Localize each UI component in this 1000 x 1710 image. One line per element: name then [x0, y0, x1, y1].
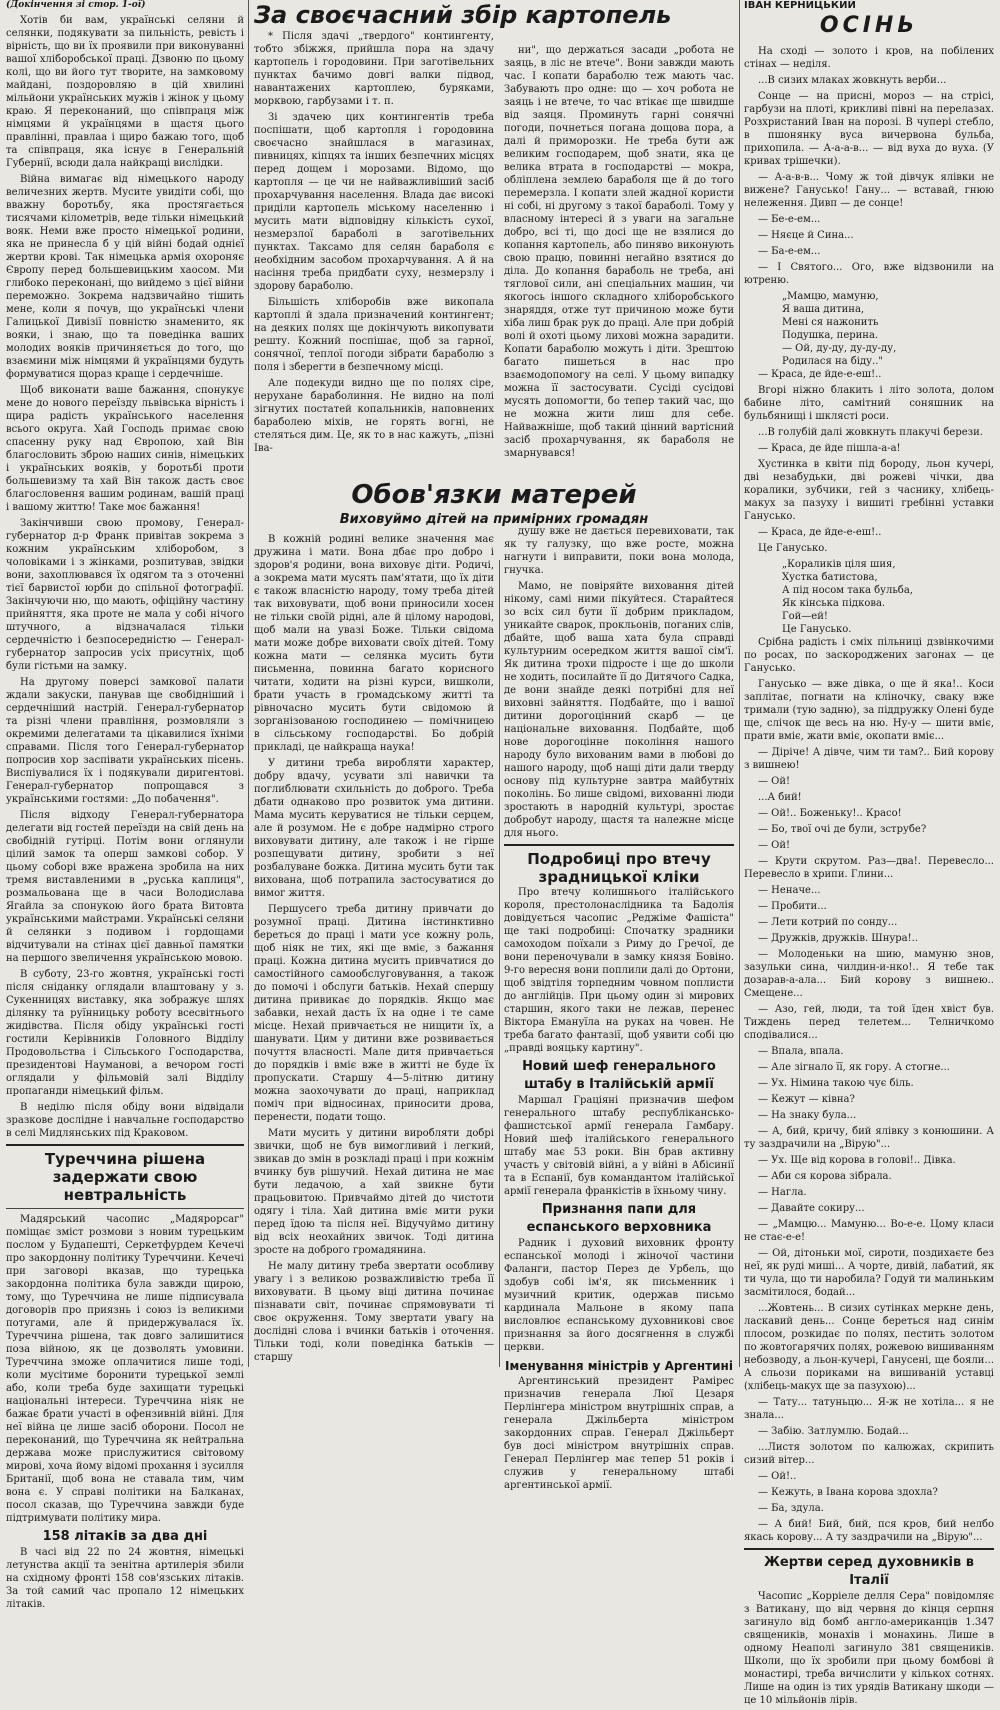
argentina-article: Аргентинський президент Раміреc призначив генерала Люї Цезаря Перлінгера міністром внутрішніх справ, а генерала Джільберта міністром закордонних справ. Генерал Джільберт був досі міністром внутрішніх справ. Генерал Перлінгер має тепер 51 років і служив у генеральному штабі аргентинської армії. [504, 1376, 734, 1491]
article-paragraph: На другому поверсі замкової палати ждали закуски, панував ще свобідніший і сердечніший настрій. Генерал-губернатор та різні члени правління, розмовляли з окремими делегатами та цікавилися їхніми справами. Після того Генерал-губернатор попросив хор заспівати українських пісень. Виспіувалися їх і подякували диригентові. Генерал-губернатор попрощався з українськими гостями: „До побачення". [6, 677, 244, 805]
story-line: — Неначе... [758, 885, 821, 896]
story-line: — Давайте сокиру... [758, 1203, 865, 1214]
turkey-headline: Туреччина рішена задержати свою невтральність [44, 1150, 206, 1204]
story-line: — „Мамцю... Мамуню... Во-е-е. Цому класи не стає-е-е! [744, 1219, 994, 1243]
mothers-paragraph: душу вже не дається перевиховати, так як ту галузку, що вже росте, можна нагнути і виправити, поки вона молода, гнучка. [504, 526, 734, 576]
story-line: — Ба, здула. [758, 1503, 824, 1514]
article-paragraph: В суботу, 23-го жовтня, українські гості після сніданку оглядали влаштовану у з. Сукенницях виставку, яка зображує шлях ділянку та руїнницьку роботу всесвітнього жидівства. Після обіду українські гості гостили Керівників Головного Відділу Продовольства і Сільського Господарства, президентові Науманові, а вечором гості оглядали у фільмовій залі Відділу пропаганди німецький фільм. [6, 969, 244, 1097]
story-line: — Лети котрий по сонду... [758, 917, 898, 928]
potato-paragraph: Зі здачею цих контингентів треба поспішати, щоб картопля і городовина своєчасно знайшлася в магазинах, пивницях, кіпцях та інших безпечних місцях перед дощем і морозами. Відомо, що картопля — це чи не найважливіший засіб прохарчування населення. Влада дає високі приділи картопель міському населенню і мусить мати відповідну кількість сухої, незмерзлої бараболі в заготівельних пунктах. Таксамо для селян бараболя є необхідним засобом прохарчування. А й на насіння треба придбати суху, незмерзлу і здорову бараболю. [254, 112, 494, 292]
story-line: — Впала, впала. [758, 1046, 844, 1057]
story-line: — Ой! [758, 840, 791, 851]
story-line: — Азо, гей, люди, та той їден хвіст був. Тиждень перед телетем... Телничкомо сподівалися... [744, 1004, 994, 1041]
planes-article: В часі від 22 по 24 жовтня, німецькі летунства акції та зенітна артилерія збили на східному фронті 158 сов'язських літаків. За той самий час пропало 12 німецьких літаків. [6, 1547, 244, 1610]
story-line: На сході — золото і кров, на побілених стінах — неділя. [744, 46, 994, 70]
story-line: — Ух. Німина такою чує біль. [758, 1078, 914, 1089]
story-line: — Нагла. [758, 1187, 807, 1198]
column-rule [739, 0, 740, 1367]
mothers-paragraph: Не малу дитину треба звертати особливу увагу і з великою розважливістю треба її виховувати. В цьому віці дитина починає пізнавати світ, починає спрямовувати ті своє окруження. Тому звертати увагу на дослідні слова і вчинки батьків і оточення. Тільки тоді, коли поведінка батьків — старшу [254, 1261, 494, 1363]
divider [6, 1144, 244, 1146]
article-paragraph: В неділю після обіду вони відвідали зразкове дослідне і навчальне господарство в селі Мидлянських під Краковом. [6, 1102, 244, 1139]
story-line: — І Святого... Ого, вже відзвонили на ютреню. [744, 262, 994, 286]
mothers-paragraph: Першусего треба дитину привчати до розумної праці. Дитина інстинктивно береться до праці і мати усе кожну роль, щоб ніяк не тих, які ще вміє, з бажання праці. Кожна дитина мусить привчатися до самостійного самообслуговування, а також до помочі і обслуги батьків. Нехай спершу дитина привикає до порядків. Якщо має забавки, нехай дасть їх на одне і те саме місце. Нехай привчається не нищити їх, а шанувати. Цим у дитини вже розвивається почуття власності. Мале дитя привчається до порядків і вміє вже в житті не буде їх пропускати. Старшу 4—5-літню дитину можна заохочувати до праці, наприклад поміч при відносинах, приносити дрова, перенести, подати тощо. [254, 904, 494, 1123]
chief-headline: Новий шеф генерального штабу в Італійській армії [522, 1059, 716, 1092]
pope-headline: Признання папи для еспанського верховника [526, 1202, 712, 1235]
story-line: ...В сизих млаках жовкнуть верби... [758, 75, 947, 86]
story-line: — Няєце й Сина... [758, 230, 854, 241]
story-line: — Краса, де йде пішла-а-а! [758, 443, 901, 454]
song-verse-2: „Кораликів ціля шия, Хустка батистова, А під носом така бульба, Як кінська підкова. Гой—ей! Це Ганусько. [782, 559, 913, 635]
escape-article: Про втечу колишнього італійського короля, престолонаслідника та Бадолія довідується часопис „Реджіме Фашіста" ще такі подробиці: Спочатку зрадники самоходом поїхали з Риму до Гречої, де вони переночували в замку князя Бовіно. 9-го вересня вони поплили далі до Ортони, щоб звідтіля торпедним човном поплисти до англійців. При цьому один зі мирових старшин, якого таки не лежав, перенес Віктора Емануїла на руках на човен. Не треба багато фантазії, щоб уявити собі цю „правді вояцьку картину". [504, 887, 734, 1054]
mothers-paragraph: Мати мусить у дитини виробляти добрі звички, щоб не був вимогливий і легкий, звикав до змін в розкладі праці і при кожнім вчинку був рішучий. Нехай дитина не має бути ледачою, а хай звикне бути працьовитою. Привчаймо дітей до чистоти одягу і тіла. Хай дитина вміє мити руки перед їдою та після неї. Відучуймо дитину від всіх неохайних звичок. Тоді дитина зросте на доброго громадянина. [254, 1128, 494, 1256]
mothers-subheadline: Виховуймо дітей на примірних громадян [339, 512, 649, 527]
argentina-headline: Іменування міністрів у Аргентині [505, 1359, 733, 1373]
story-line: — А бий! Бий, бий, пся кров, бий нелбо якась корову... А ту заздрачили на „Вірую"... [744, 1519, 994, 1543]
story-line: — Молоденьки на шию, мамуню знов, зазульки сина, чилдин-и-нко!.. Я тебе так дозарав-а-ала... Бий корову з вишнею.. Смещене... [744, 949, 994, 999]
mothers-paragraph: Мамо, не повіряйте виховання дітей нікому, самі ними пікуйтеся. Старайтеся зо всіх сил бути її добрим прикладом, уникайте сварок, прокльонів, поганих слів, дбайте, щоб ваша хата була справді культурним осередком життя вашої сім'ї. Як дитина трохи підросте і ще до школи не ходить, посилайте її до Дитячого Садка, де вони знайде деякі потрібні для неї виховні зайняття. Подбайте, що і вашої дитини дорогоцінний скарб — це національне виховання. Подбайте, щоб нове дорогоцінне покоління нашого народу було вихованим вами в любові до нашого народу, щоб нащі діти дали тверду основу під культурне завтра майбутніх поколінь. Бо лише свідомі, вихованні люди зростають в народній культурі, зростає добробут народу, щастя та належне місце для нього. [504, 581, 734, 839]
story-line: — Ух. Ще від корова в голові!.. Дівка. [758, 1155, 956, 1166]
story-line: ...Листя золотом по калюжах, скрипить сизий вітер... [744, 1442, 994, 1466]
story-line: Ганусько — вже дівка, о ще й яка!.. Коси заплітає, погнати на кліночку, сваку вже тримали (тую задню), за піддружку Олені буде ще, слічок ще весь на ню. Ну-у — шити вміє, прати вміє, жати вміє, окопати вміє... [744, 679, 994, 742]
escape-headline: Подробиці про втечу зрадницької кліки [527, 850, 711, 886]
story-line: — Ой! [758, 776, 791, 787]
column-rule [499, 560, 500, 1367]
story-line: ...В голубій далі жовкнуть плакучі берези. [758, 427, 983, 438]
turkey-article: Мадярський часопис „Мадярорсаг" поміщає зміст розмови з новим турецьким послом у Будапешті, Серкетфурдем Кечечі про закордонну політику Туреччини. Кечечі при заговорі вказав, що турецька закордонна політика була завжди щирою, тому, що Туреччина не лише підписувала договорів про приязнь і союз із великими потугами, але й придержувалася їх. Туреччина рішена, так довго залишитися поза війною, як це дозволять умовини. Туреччина зможе оплачитися лише тоді, коли мусітиме боронити турецької землі або, коли треба буде захищати турецькі національні інтереси. Туреччина ніяк не бажає брати участі в офензивній війні. Для неї війна це лише засіб оборони. Посол не переконаний, що Туреччина як нейтральна держава може прислужитися світовому мирові, хоча йому відомі прохання і зусилля Британії, щоб вона не ставала тим, чим вона є. У справі політики на Балканах, посол сказав, що Туреччина завжди буде підтримувати політику мира. [6, 1214, 244, 1524]
divider [744, 1548, 994, 1550]
column-1 [6, 0, 244, 1614]
story-line: — Але зігнало її, як гору. А стогне... [758, 1062, 950, 1073]
divider [504, 844, 734, 846]
story-line: — Забію. Затлумлю. Бодай... [758, 1426, 909, 1437]
song-verse-1: „Мамцю, мамуню, Я ваша дитина, Мені ся нажонить Подушка, перина. — Ой, ду-ду, ду-ду-ду, Родилася на біду.." [782, 291, 897, 367]
potato-paragraph: ни", що держаться засади „робота не заяць, в ліс не втече". Вони завжди мають час. І копати бараболю теж мають час. Забувають про одне: що — хоч робота не заяць і не втече, то час втікає ще швидше від заяця. Проминуть гарні сонячні погоди, почнеться погана дощова пора, а далі й приморозки. Не треба бути аж великим господарем, щоб знати, яка це велика втрата в господарстві — мокра, обліплена землею бараболя ще й до того перемерзла. І копати злей жадної користи ні собі, ні другому з такої бараболі. Тому у власному інтересі й з уваги на загальне добро, всі ті, що досі ще не взялися до копання картопель, або пиняво виконують свою працю, повинні негайно взятися до діла. До копання бараболь не треба, ані тяглової сили, ані спеціальних машин, чи якогось іншого складного хліборобського знаряддя, отже тут причиною може бути хіба лиш брак рук до праці. Але при добрій волі й охоті цьому лихові можна зарадити. Копати бараболю можуть і діти. Зрештою багато пишеться в нас про взаємодопомогу на селі. У цьому випадку можна її застосувати. Сусіді сусідові мусять допомогти, бо тепер такий час, що не можна жити лиш для себе. Найважніше, щоб такий цінний вартісний засіб прохарчування, як бараболя не змарнувався! [504, 45, 734, 459]
column-4 [744, 0, 994, 1710]
potato-paragraph: * Після здачі „твердого" контингенту, тобто збіжжя, прийшла пора на здачу картопель і городовини. При заготівельних пунктах бачимо довгі валки підвод, навантажених картоплею, буряками, морквою, гарбузами і т. п. [254, 31, 494, 107]
story-line: — Ой!.. [758, 1471, 797, 1482]
mothers-paragraph: У дитини треба виробляти характер, добру вдачу, усувати злі навички та поглиблювати схильність до доброго. Треба дбати однаково про розвиток ума дитини. Мама мусить керуватися не тільки серцем, але й розумом. Не є добре надмірно строго виховувати дитину, але також і не гірше розпещувати дитину, зробити з неї розбалуване божка. Дитина мусить бути так вихована, щоб потрапила застосуватися до вимог життя. [254, 758, 494, 899]
potato-paragraph: Але подекуди видно ще по полях сіре, нерухане бараболиння. Не видно на полі зігнутих постатей копальників, наповнених бараболею міхів, не горять вогні, не стеляться дим. Це, як то в нас кажуть, „пізні Іва- [254, 378, 494, 454]
story-line: Хустинка в квіти під бороду, льон кучері, дві незабудьки, дві рожеві чічки, два коралики, зубчики, гей з часнику, хлібець-макух за пазуху і вишиті гребінні уставки Ганусько. [744, 459, 994, 522]
column-3 [504, 0, 734, 1495]
potato-headline: За своєчасний збір картопель [254, 1, 672, 29]
story-line: ...А бий! [758, 792, 802, 803]
story-line: — Тату... татуньцю... Я-ж не хотіла... я не знала... [744, 1397, 994, 1421]
article-paragraph: Щоб виконати ваше бажання, спонукує мене до нового переїзду львівська вірність і щира радість українського населення всього округа. Хай Господь примає свою спасенну руку над Європою, хай Він благословить зброю наших синів, німецьких і українських вояків, у боротьбі проти большевизму та хай Він також дасть своє благословення вашим родинам, вашій праці і вашому життю! Таке моє бажання! [6, 385, 244, 513]
victims-article: Часопис „Корріеле делля Сера" повідомляє з Ватикану, що від червня до кінця серпня загинуло від бомб англо-американців 1.347 священиків, монахів і монахинь. Лише в одному Неаполі загинуло 381 священиків. Школи, що їх зробили при цьому бомбові й монастирі, треба вичислити у кількох сотнях. Лише на один із тих урядів Ватикану шкоди — це 10 мільйонів лірів. [744, 1591, 994, 1706]
story-line: — На знаку була... [758, 1110, 857, 1121]
story-line: — Ой, дітоньки мої, сироти, поздихаєте без неї, як руді миші... А чорте, дивій, лабатий, як ти чула, що ти наробила? Годуй ти малиньким засмітилося, бодай... [744, 1248, 994, 1298]
column-rule [248, 0, 249, 1367]
story-line: ...Жовтень... В сизих сутінках меркне день, ласкавий день... Сонце береться над синім плосом, розкидає по полях, пестить золотом по жовтогарячих полях, рожевою вишиванням небозводу, а льон-кучері, Ганусені, ще бояли... А сльози пориками на вишиваній уставці (хлібець-макух ще за пазухою)... [744, 1303, 994, 1392]
story-line: Це Ганусько. [758, 543, 828, 554]
story-line: Вгорі ніжно блакить і літо золота, долом бабине літо, самітний соняшник на бульбянищі і шклясті роси. [744, 385, 994, 422]
story-line: — Кежут — ківна? [758, 1094, 855, 1105]
pope-article: Радник і духовий виховник фронту еспанської молоді і жіночої частини Фаланги, пастор Перез де Урбель, що здобув собі ім'я, як письменник і музичний критик, одержав письмо кардинала Мальоне в якому папа висловлює еспанському духовникові своє признання за його досягнення в службі церкви. [504, 1238, 734, 1353]
story-line: — Діріче! А дівче, чим ти там?.. Бий корову з вишнею! [744, 747, 994, 771]
story-line: — Дружків, дружків. Шнура!.. [758, 933, 919, 944]
story-line: — Ой!.. Боженьку!.. Красо! [758, 808, 902, 819]
story-line: — А, бий, кричу, бий ялівку з конюшини. А ту заздрачили на „Вірую"... [744, 1126, 994, 1150]
article-paragraph: Хотів би вам, українські селяни й селянки, подякувати за пильність, ревість і вірність, що ви їх проявили при виконуванні вашої хліборобської праці. Дзвоню по цьому колі, що ви його тут творите, на замковому майдані, поздоровляю в цій хвилині мільйони українських мужів і жінок у цьому краю. Я переконаний, що співпраця між німцями й українцями в щастя цього правлінні, правлаа і щиро бажаю того, щоб та співпраця, яка існує в Генеральній Губернії, всюди дала найкращі вислідки. [6, 15, 244, 169]
story-line: — Крути скрутом. Раз—два!. Перевесло... Перевесло в хрипи. Глини... [744, 856, 994, 880]
continuation-note: (Докінчення зі стор. 1-ої) [6, 0, 146, 10]
potato-paragraph: Більшість хліборобів вже викопала картоплі й здала призначений контингент; на деяких полях ще докінчують викопувати решту. Кожний поспішає, щоб за гарної, сонячної, теплої погоди зібрати бараболю з поля і зберегти в безпечному місці. [254, 297, 494, 373]
story-line: — Пробити... [758, 901, 827, 912]
article-paragraph: Війна вимагає від німецького народу величезних жертв. Мусите увидіти собі, що вважну боротьбу, яка простягається тисячами кілометрів, веде тільки німецький вояк. Неми вже просто німецької родини, яка не принесла б у цій війні бодай однієї жертви крові. Так німецька армія охороняє Європу перед большевицьким хаосом. Ми глибоко переконані, що вийдемо з цієї війни переможно. Зокрема надзвичайно тішить мене, коли я почув, що українські члени Галицької Дивізії повністю знаменито, як вояки, і знаю, що та поведінка ваших молодих вояків причиняється до того, що взаємини між німцями й українцями будуть формуватися щораз краще і сердечніше. [6, 174, 244, 380]
victims-headline: Жертви серед духовників в Італії [764, 1555, 974, 1588]
story-line: Срібна радість і сміх пільниці дзвінкочими по росах, по заскороджених загонах — це Ганусько. [744, 637, 994, 674]
article-paragraph: Після відходу Генерал-губернатора делегати від гостей переїзди на свій день на свобідній гутірці. Потім вони оглянули цілий замок та оперш замкові собор. У цьому соборі вже вражена зробила на них тремя виставленими в „руська каплиця", розмальована ще в часи Володислава Ягайла за спонукою його брата Витовта українськими майстрами. Українські селяни й селянки з подивом і гордощами відчитували на стінах цієї давньої памятки на першого звеличення українською мовою. [6, 810, 244, 964]
story-line: — Аби ся корова зібрала. [758, 1171, 892, 1182]
story-line: — Краса, де йде-е-еш!.. [758, 369, 882, 380]
planes-headline: 158 літаків за два дні [42, 1529, 208, 1544]
chief-article: Маршал Граціяні призначив шефом генерального штабу республікансько-фашистської армії генерала Гамбару. Новий шеф італійського генерального штабу має 53 роки. Він брав активну участь у світовій війні, а у війні в Абісинії та в Еспанії, був командантом італійської армії генерала франкістів в їхньому чину. [504, 1095, 734, 1197]
article-paragraph: Закінчивши свою промову, Генерал-губернатор д-р Франк привітав зокрема з кожним українським хліборобом, з чоловіками і з жінками, розпитував, звідки вони, захоплювався їх одягом та з оточенні тієї барвистої юрби до спільної фотографії. Закінчуючи ню, що мають, офіційну частину прийняття, яка проте не мала у собі нічого штучного, а відзначалася тільки сердечністю і безпосередністю — Генерал-губернатор запросив усіх присутніх, щоб були гістьми на замку. [6, 518, 244, 672]
mothers-paragraph: В кожній родині велике значення має дружина і мати. Вона дбає про добро і здоров'я родини, вона виховує діти. Родичі, а зокрема мати мусять пам'ятати, що їх діти є також власністю народу, тому треба дітей так виховувати, щоб вони приносили хосен не тільки своїй рідні, але й цілому народові, щоб мали на увазі Боже. Тільки свідома мати може добре виховати своїх дітей. Тому кожна мати — селянка мусить бути письменна, повинна багато корисного читати, ходити на різні курси, вишколи, брати участь в громадському житті та рівночасно мусить бути свідомою й зорганізованою господинею — помічницею в сільському господарстві. Бо добрій прикладі, це найкраща наука! [254, 534, 494, 753]
story-line: Сонце — на присні, мороз — на стрісі, гарбузи на плоті, крикливі півні на перелазах. Розхристаний Іван на порозі. В чупері стебло, в пшонянку вуса вичервона бульба, прихопила. — А-а-а-в... — від вуха до вуха. (У кривах трішечки). [744, 91, 994, 167]
story-line: — Ба-е-ем... [758, 246, 821, 257]
story-title: ОСІНЬ [819, 13, 919, 38]
story-line: — Бо, твої очі де були, зструбе? [758, 824, 927, 835]
story-author: ІВАН КЕРНИЦЬКИЙ [744, 0, 856, 11]
story-line: — А-а-в-в... Чому ж той дівчук ялівки не вижене? Ганусько! Гану... — вставай, гнюю нележення. Дивп — де сонце! [744, 172, 994, 209]
mothers-headline: Обов'язки матерей [351, 480, 637, 510]
divider [6, 1208, 244, 1209]
story-line: — Краса, де йде-е-еш!.. [758, 527, 882, 538]
story-line: — Бе-е-ем... [758, 214, 821, 225]
story-line: — Кежуть, в Івана корова здохла? [758, 1487, 938, 1498]
